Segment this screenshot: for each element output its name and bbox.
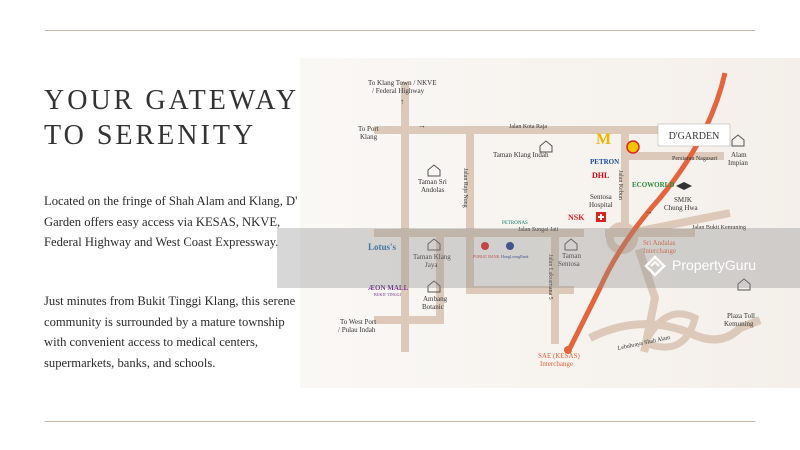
school-cap-icon <box>676 182 692 190</box>
label-sentosa-hospital-1: Sentosa <box>590 193 612 201</box>
label-taman-sri-andolas-1: Taman Sri <box>418 178 447 186</box>
location-paragraph: Located on the fringe of Shah Alam and Klang, D' Garden offers easy access via KESAS, NKVE, Federal Highway and West Coast Expressway. <box>44 194 298 249</box>
map-canvas <box>300 58 800 388</box>
shell-icon <box>627 141 639 153</box>
house-icon-alam-impian <box>732 135 744 146</box>
label-smjk-1: SMJK <box>674 196 692 204</box>
mcdonalds-icon: M <box>596 131 612 148</box>
label-jalan-laksamana: Jalan Laksamana 5 <box>547 254 553 300</box>
label-plaza-toll-2: Kemuning <box>724 320 754 328</box>
label-to-port-klang-1: To Port <box>358 125 379 133</box>
label-sentosa-hospital-2: Hospital <box>589 201 613 209</box>
label-jalan-kota-raja: Jalan Kota Raja <box>509 124 547 130</box>
label-lebuhraya: Lebuhraya Shah Alam <box>617 334 671 352</box>
label-alam-impian-1: Alam <box>731 151 747 159</box>
nsk-label: NSK <box>568 213 585 222</box>
label-ambang-botanic-1: Ambang <box>423 295 448 303</box>
label-sae-2: Interchange <box>540 360 574 368</box>
heading-line-1: YOUR GATEWAY <box>44 85 300 116</box>
watermark-text: PropertyGuru <box>672 257 757 273</box>
aeon-sub-label: BUKIT TINGGI <box>374 292 401 297</box>
page-heading <box>44 83 344 153</box>
label-jalan-raja-nong: Jalan Raja Nong <box>462 168 468 208</box>
label-taman-klang-jaya-2: Jaya <box>425 261 438 269</box>
label-jalan-bukit-kemuning: Jalan Bukit Kemuning <box>692 225 746 231</box>
location-map <box>300 58 800 388</box>
label-sri-andalas-2: Interchange <box>643 247 677 255</box>
label-smjk-2: Chung Hwa <box>664 204 698 212</box>
label-to-west-port-1: To West Port <box>340 318 377 326</box>
amenities-paragraph: Just minutes from Bukit Tinggi Klang, this serene community is surrounded by a mature township with convenient access to medical centers, supermarkets, banks, and schools. <box>44 294 296 370</box>
bottom-divider <box>45 421 755 422</box>
label-taman-sentosa-2: Sentosa <box>558 260 580 268</box>
hong-leong-label: HongLeongBank <box>501 254 529 259</box>
top-divider <box>45 30 755 31</box>
label-to-west-port-2: / Pulau Indah <box>338 326 376 334</box>
label-jalan-kebun: Jalan Kebun <box>617 170 623 200</box>
arrow-right: → <box>418 121 426 130</box>
label-taman-sri-andolas-2: Andolas <box>421 186 445 194</box>
house-icon-sri-andolas <box>428 165 440 176</box>
petronas-label: PETRONAS <box>502 221 528 226</box>
heading-line-2: TO SERENITY <box>44 120 257 151</box>
d-garden-logo: D'GARDEN <box>668 131 720 142</box>
public-bank-label: PUBLIC BANK <box>473 254 500 259</box>
aeon-label: ÆON MALL <box>368 284 409 292</box>
label-plaza-toll-1: Plaza Toll <box>727 312 755 320</box>
label-to-klang-town-1: To Klang Town / NKVE <box>368 79 437 87</box>
label-ambang-botanic-2: Botanic <box>422 303 444 311</box>
petron-label: PETRON <box>590 158 620 166</box>
label-jalan-sungai-jati: Jalan Sungai Jati <box>518 227 559 233</box>
label-taman-klang-jaya-1: Taman Klang <box>413 253 451 261</box>
watermark <box>642 252 756 278</box>
label-sae-1: SAE (KESAS) <box>538 352 580 360</box>
label-persiaran-nagasari: Persiaran Nagasari <box>672 156 718 162</box>
ecoworld-label: ECOWORLD <box>632 181 675 189</box>
label-sri-andalas-1: Sri Andalas <box>643 239 676 247</box>
label-taman-sentosa-1: Taman <box>562 252 581 260</box>
dhl-label: DHL <box>592 171 610 180</box>
label-to-port-klang-2: Klang <box>360 133 378 141</box>
label-taman-klang-indah: Taman Klang Indah <box>493 151 549 159</box>
arrow-right-2: → <box>645 207 653 216</box>
label-to-klang-town-2: / Federal Highway <box>372 87 425 95</box>
label-alam-impian-2: Impian <box>728 159 748 167</box>
propertyguru-logo-icon <box>642 252 668 278</box>
arrow-up: ↑ <box>400 97 404 106</box>
lotus-label: Lotus's <box>368 242 397 252</box>
